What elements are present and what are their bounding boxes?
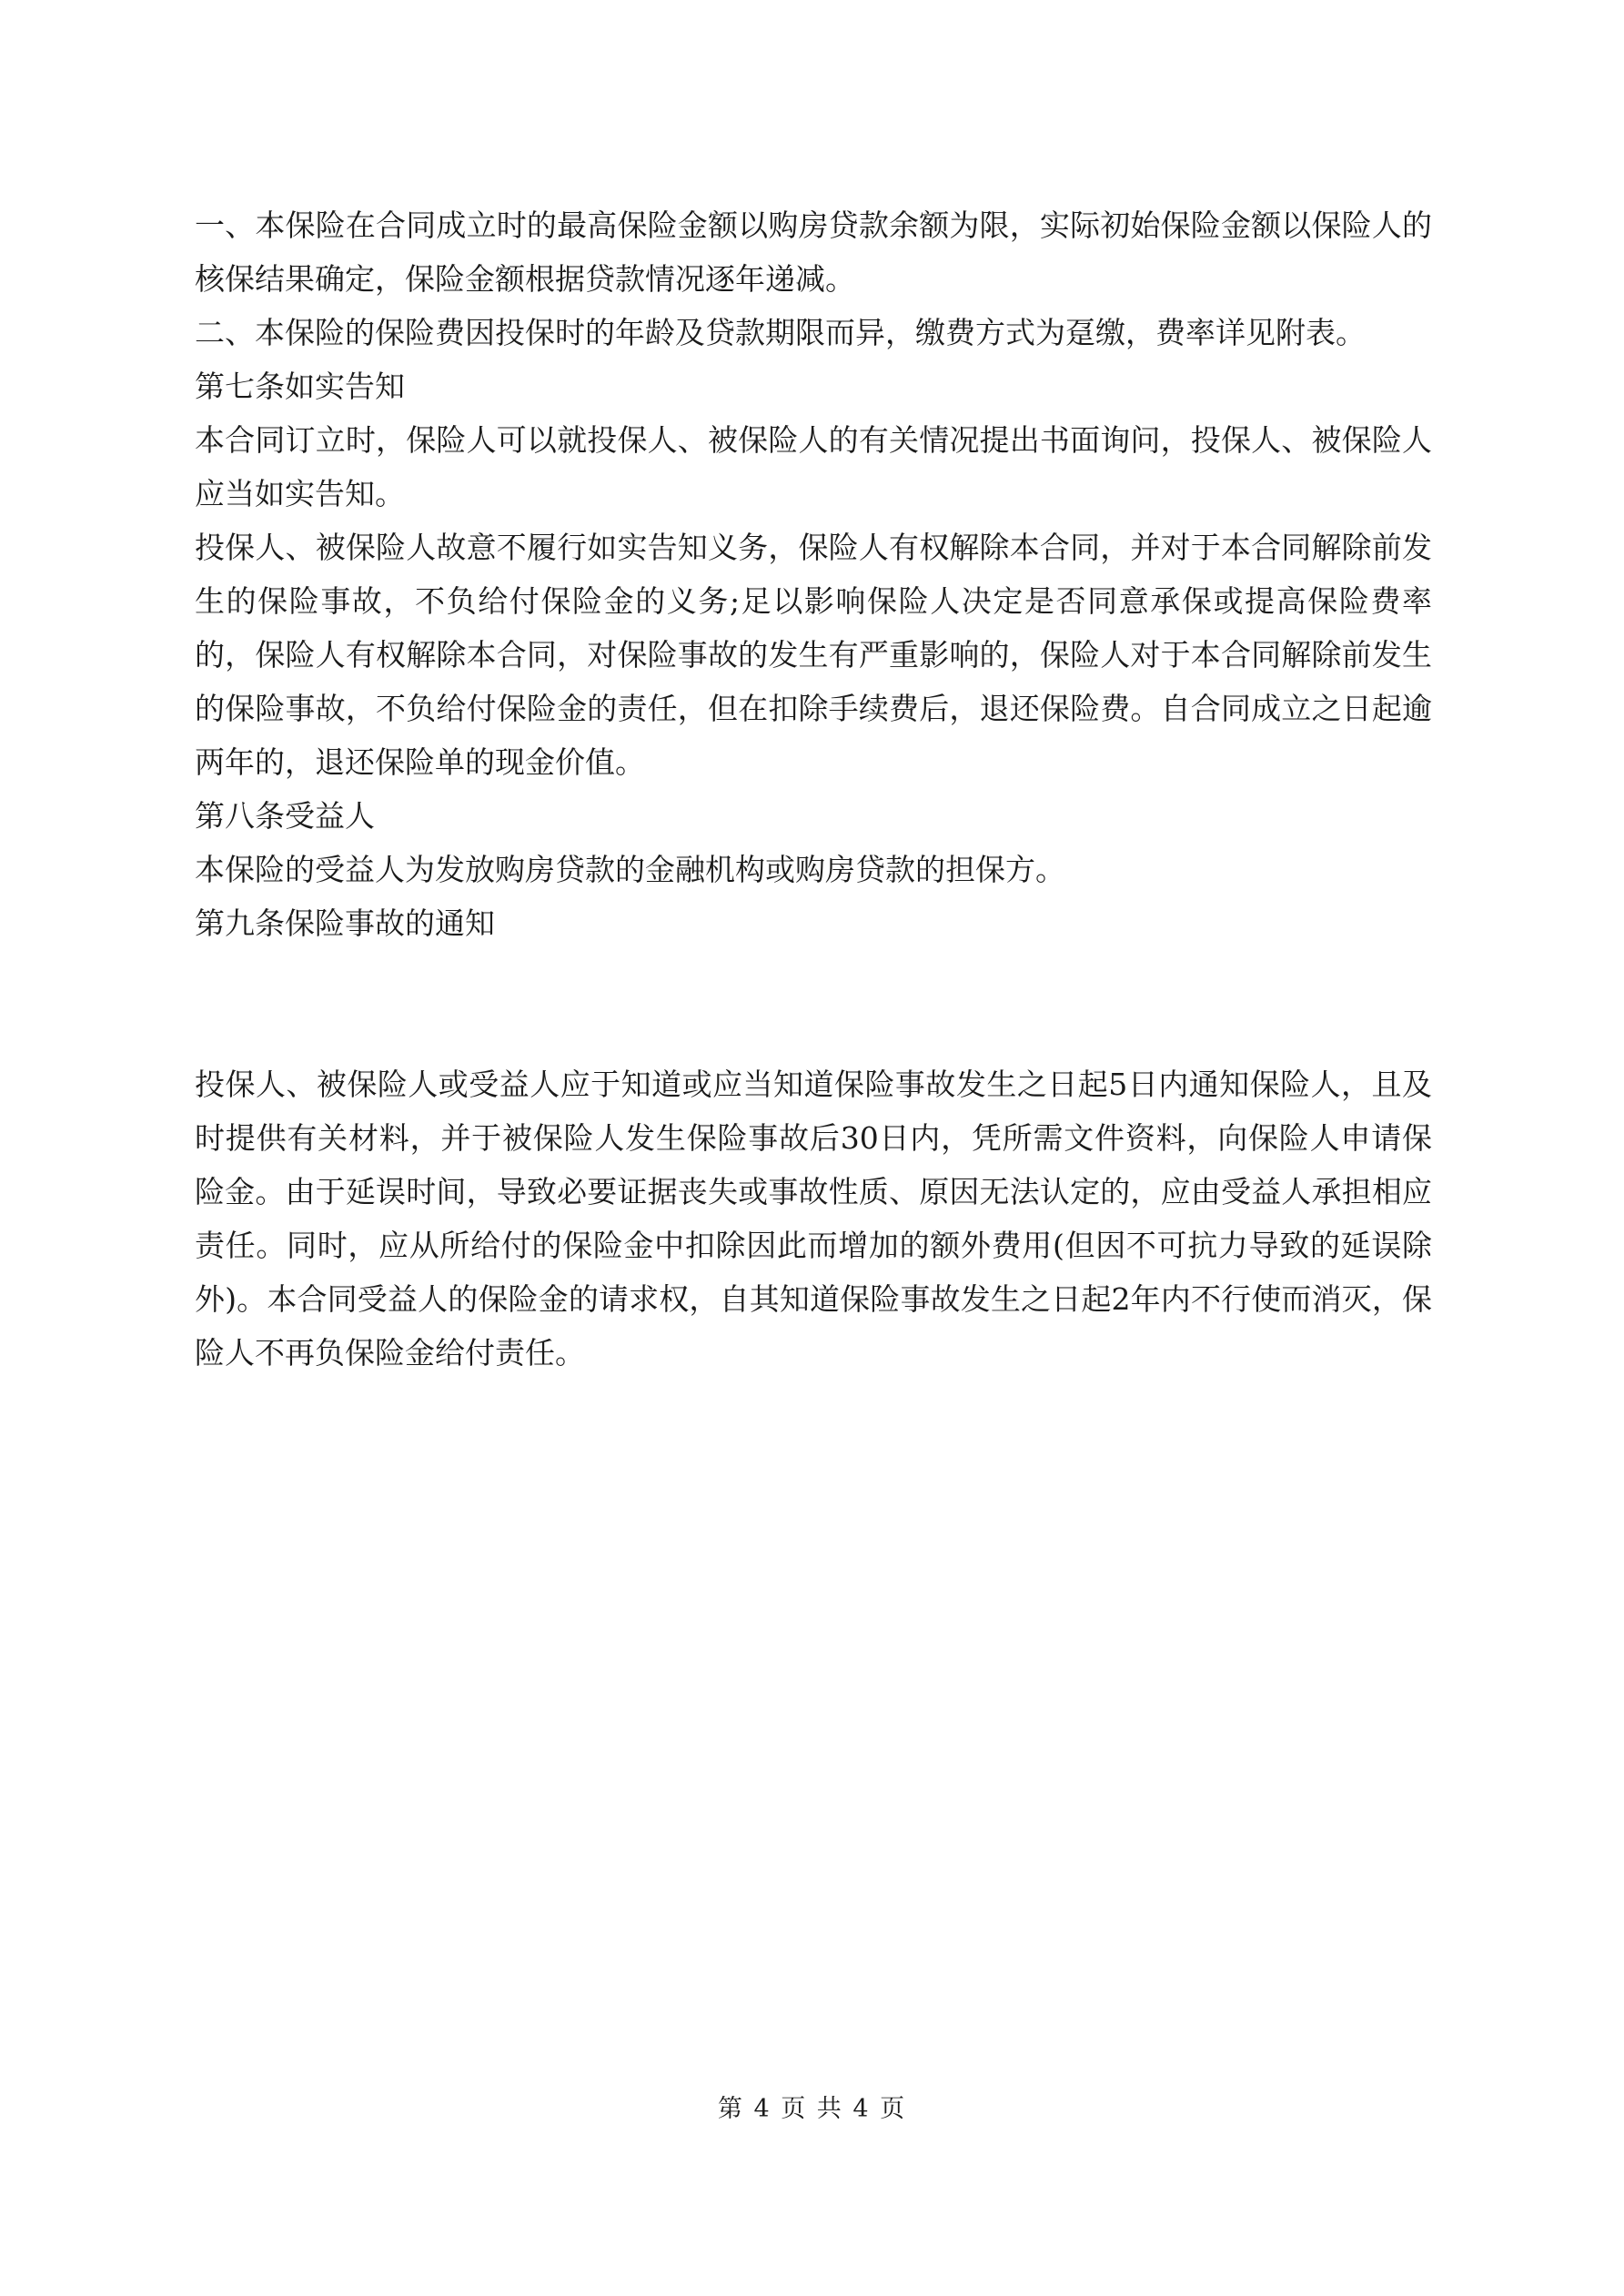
clause-paragraph-beneficiary: 本保险的受益人为发放购房贷款的金融机构或购房贷款的担保方。 — [195, 852, 1065, 887]
clause-paragraph-premium: 二、本保险的保险费因投保时的年龄及贷款期限而异，缴费方式为趸缴，费率详见附表。 — [195, 315, 1366, 350]
clause-paragraph-inquiry: 本合同订立时，保险人可以就投保人、被保险人的有关情况提出书面询问，投保人、被保险人应当如实告知。 — [195, 422, 1432, 511]
section-heading-article-8: 第八条受益人 — [195, 798, 375, 834]
section-heading-article-9: 第九条保险事故的通知 — [195, 905, 495, 941]
page-number-footer: 第 4 页 共 4 页 — [717, 2095, 907, 2123]
document-body — [195, 198, 1432, 1380]
clause-paragraph-accident-notice: 投保人、被保险人或受益人应于知道或应当知道保险事故发生之日起5日内通知保险人，且及时提供有关材料，并于被保险人发生保险事故后30日内，凭所需文件资料，向保险人申请保险金。由于延误时间，导致必要证据丧失或事故性质、原因无法认定的，应由受益人承担相应责任。同时，应从所给付的保险金中扣除因此而增加的额外费用(但因不可抗力导致的延误除外)。本合同受益人的保险金的请求权，自其知道保险事故发生之日起2年内不行使而消灭，保险人不再负保险金给付责任。 — [195, 1067, 1432, 1371]
clause-paragraph-disclosure-breach: 投保人、被保险人故意不履行如实告知义务，保险人有权解除本合同，并对于本合同解除前发生的保险事故，不负给付保险金的义务;足以影响保险人决定是否同意承保或提高保险费率的，保险人有权解除本合同，对保险事故的发生有严重影响的，保险人对于本合同解除前发生的保险事故，不负给付保险金的责任，但在扣除手续费后，退还保险费。自合同成立之日起逾两年的，退还保险单的现金价值。 — [195, 530, 1432, 780]
clause-paragraph-sum-insured: 一、本保险在合同成立时的最高保险金额以购房贷款余额为限，实际初始保险金额以保险人的核保结果确定，保险金额根据贷款情况逐年递减。 — [195, 207, 1432, 297]
blank-spacer — [195, 950, 1432, 1057]
section-heading-article-7: 第七条如实告知 — [195, 369, 405, 404]
